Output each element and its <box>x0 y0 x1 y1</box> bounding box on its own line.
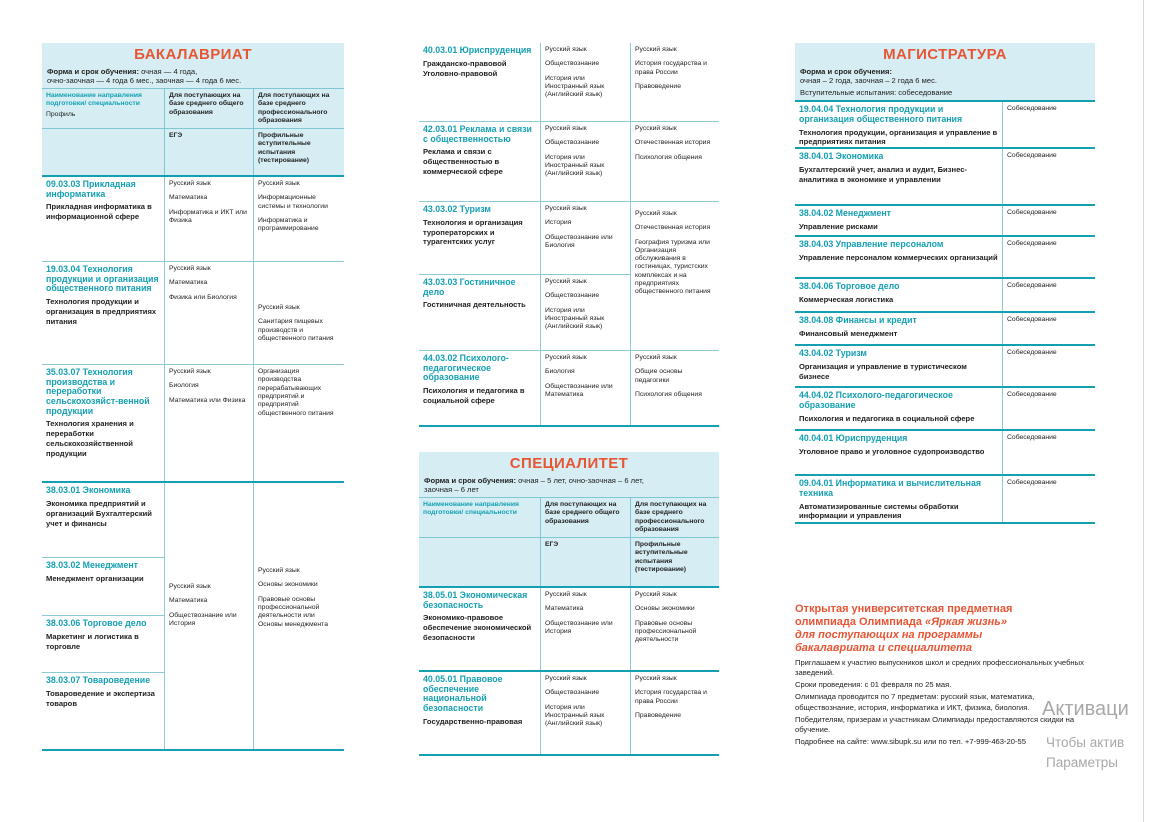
exam-subject: Русский язык <box>258 304 300 312</box>
exam-subject: История государства и права России <box>635 689 707 705</box>
program-profile: Управление рисками <box>799 221 878 231</box>
program-profile: Коммерческая логистика <box>799 294 894 304</box>
program-profile: Технология и организация туроператорских и турагентских услуг <box>423 217 523 247</box>
specialist-form-label: Форма и срок обучения: <box>424 475 516 485</box>
table-row <box>795 431 1095 476</box>
exam-subject: Русский язык <box>545 675 587 683</box>
exam-subject: История или Иностранный язык (Английский язык) <box>545 74 605 99</box>
exam-subject: История государства и права России <box>635 60 707 76</box>
exam-subject: Собеседование <box>1002 388 1095 429</box>
bachelor-col2-header: Для поступающих на базе среднего общего образования <box>164 89 253 128</box>
table-row <box>42 616 164 673</box>
exam-subject: Отечественная история <box>635 139 711 147</box>
exam-subject: Обществознание или История <box>169 611 237 627</box>
bachelor-form-line1: очная — 4 года, <box>141 66 198 76</box>
specialist-form-text2: заочная – 6 лет <box>424 484 479 494</box>
exam-subject: Обществознание или Математика <box>545 382 613 398</box>
specialist-col3-header: Для поступающих на базе среднего профессионального образования <box>630 498 719 537</box>
exam-subject: История или Иностранный язык (Английский язык) <box>545 306 605 331</box>
program-code: 38.03.06 Торговое дело <box>46 618 147 629</box>
exam-subject: Собеседование <box>1002 476 1095 522</box>
exam-subject: Биология <box>169 382 199 390</box>
table-row <box>419 588 719 672</box>
olympiad-invite: Приглашаем к участию выпускников школ и средних профессиональных учебных заведений. <box>795 658 1084 678</box>
program-profile: Автоматизированные системы обработки информации и управления <box>799 501 959 521</box>
program-profile: Финансовый менеджмент <box>799 328 898 338</box>
exam-subject: Собеседование <box>1002 346 1095 386</box>
exam-subject: Собеседование <box>1002 149 1095 204</box>
exam-subject: История или Иностранный язык (Английский язык) <box>545 153 605 178</box>
table-row <box>42 177 344 262</box>
bachelor-col1-profile: Профиль <box>46 110 76 118</box>
exam-subject: Русский язык <box>635 354 677 361</box>
exam-subject: Основы экономики <box>258 581 318 589</box>
program-code: 42.03.01 Реклама и связи с общественностью <box>423 124 532 144</box>
program-code: 19.04.04 Технология продукции и организация общественного питания <box>799 104 963 124</box>
table-row <box>42 262 344 365</box>
exam-subject: Математика или Физика <box>169 396 246 404</box>
bachelor-header <box>42 43 344 88</box>
program-code: 44.04.02 Психолого-педагогическое образование <box>799 390 953 410</box>
table-row <box>795 388 1095 431</box>
exam-subject: Обществознание <box>545 292 600 300</box>
program-profile: Государственно-правовая <box>423 716 523 726</box>
program-code: 35.03.07 Технология производства и переработки сельскохозяйст-венной продукции <box>46 367 150 416</box>
activation-watermark: Активаци <box>1042 698 1129 720</box>
table-row <box>795 149 1095 206</box>
master-table <box>795 102 1095 524</box>
program-profile: Менеджмент организации <box>46 573 144 583</box>
table-row <box>419 43 719 122</box>
specialist-subheaders <box>419 537 719 588</box>
table-row <box>419 122 719 202</box>
program-code: 44.03.02 Психолого-педагогическое образование <box>423 353 509 383</box>
exam-subject: Информатика и программирование <box>258 216 319 233</box>
exam-subject: Обществознание <box>545 139 600 147</box>
exam-subject: Организация производства перерабатывающих предприятий и предприятий общественного питания <box>258 368 334 417</box>
program-profile: Экономика предприятий и организаций Бухгалтерский учет и финансы <box>46 498 152 528</box>
bachelor-sub-col3: Профильные вступительные испытания (тестирование) <box>253 129 344 175</box>
exam-subject: География туризма или Организация обслуживания в гостиницах, туристских комплексах и на предприятиях общественного питания <box>635 238 711 296</box>
exam-subject: Правоведение <box>635 711 682 719</box>
specialist-column-headers <box>419 497 719 537</box>
exam-subject: Обществознание <box>545 60 600 68</box>
exam-subject: Русский язык <box>545 278 587 285</box>
table-row <box>795 476 1095 524</box>
olympiad-title: Открытая университетская предметная олимпиада Олимпиада «Яркая жизнь» для поступающих на программы бакалавриата и специалитета <box>795 603 1013 654</box>
program-profile: Психология и педагогика в социальной сфере <box>799 413 975 423</box>
exam-subject: Русский язык <box>258 180 300 188</box>
bachelor-col3-header: Для поступающих на базе среднего профессионального образования <box>253 89 344 128</box>
exam-subject: Математика <box>169 597 208 605</box>
table-row <box>795 313 1095 346</box>
master-header <box>795 43 1095 102</box>
olympiad-subjects: Олимпиада проводится по 7 предметам: русский язык, математика, обществознание, история, информатика и ИКТ, физика, биология. <box>795 692 1035 712</box>
exam-subject: Психология общения <box>635 153 702 161</box>
exam-subject: Информатика и ИКТ или Физика <box>169 208 247 224</box>
table-row <box>42 673 164 711</box>
program-code: 09.03.03 Прикладная информатика <box>46 179 136 199</box>
tourism-block <box>419 202 719 351</box>
bachelor-sub-col2: ЕГЭ <box>164 129 253 175</box>
program-code: 43.04.02 Туризм <box>799 348 867 359</box>
exam-subject: Правоведение <box>635 82 682 90</box>
exam-subject: Математика <box>169 279 208 287</box>
specialist-sub-col3: Профильные вступительные испытания (тестирование) <box>630 538 719 586</box>
program-code: 38.03.02 Менеджмент <box>46 560 138 571</box>
master-title: МАГИСТРАТУРА <box>883 46 1007 63</box>
exam-subject: Русский язык <box>169 265 211 273</box>
program-code: 38.04.03 Управление персоналом <box>799 239 944 250</box>
program-code: 38.04.02 Менеджмент <box>799 208 891 219</box>
specialist-header <box>419 452 719 497</box>
bachelor-section <box>42 43 344 751</box>
exam-subject: Русский язык <box>635 591 677 599</box>
exam-subject: Собеседование <box>1002 237 1095 277</box>
exam-subject: Математика <box>545 605 584 613</box>
exam-subject: Русский язык <box>545 46 587 53</box>
exam-subject: Собеседование <box>1002 313 1095 344</box>
master-form-label: Форма и срок обучения: <box>800 66 892 76</box>
exam-subject: Русский язык <box>635 125 677 132</box>
table-row <box>419 275 630 350</box>
program-profile: Реклама и связи с общественностью в коммерческой сфере <box>423 147 503 177</box>
exam-subject: Биология <box>545 368 575 376</box>
bachelor-form-label: Форма и срок обучения: <box>47 66 139 76</box>
exam-subject: Русский язык <box>635 675 677 683</box>
program-code: 40.05.01 Правовое обеспечение национальной безопасности <box>423 674 503 714</box>
program-code: 38.04.01 Экономика <box>799 151 884 162</box>
program-profile: Организация и управление в туристическом бизнесе <box>799 361 967 381</box>
program-code: 40.03.01 Юриспруденция <box>423 45 532 55</box>
program-code: 38.04.08 Финансы и кредит <box>799 315 917 326</box>
table-row <box>42 365 344 483</box>
master-section <box>795 43 1095 524</box>
olympiad-contacts: Подробнее на сайте: www.sibupk.su или по тел. +7-999-463-20-55 <box>795 736 1026 746</box>
exam-subject: Основы экономики <box>635 605 695 613</box>
program-profile: Экономико-правовое обеспечение экономической безопасности <box>423 613 532 643</box>
program-profile: Гостиничная деятельность <box>423 300 526 310</box>
table-row <box>795 102 1095 149</box>
exam-subject: Отечественная история <box>635 224 711 232</box>
bachelor-form-line2: очно-заочная — 4 года 6 мес., заочная — 4 года 6 мес. <box>47 75 242 85</box>
bachelor-continued-section <box>419 43 719 427</box>
table-row <box>795 237 1095 279</box>
program-profile: Маркетинг и логистика в торговле <box>46 631 139 651</box>
bachelor-subheaders <box>42 128 344 177</box>
program-profile: Уголовное право и уголовное судопроизводство <box>799 446 985 456</box>
olympiad-discounts: Победителям, призерам и участникам Олимпиады предоставляются скидки на обучение. <box>795 714 1075 734</box>
program-code: 38.05.01 Экономическая безопасность <box>423 590 528 610</box>
program-code: 19.03.04 Технология продукции и организация общественного питания <box>46 264 159 294</box>
exam-subject: Правовые основы профессиональной деятельности или Основы менеджмента <box>258 595 328 628</box>
program-profile: Товароведение и экспертиза товаров <box>46 688 155 708</box>
exam-subject: Собеседование <box>1002 206 1095 235</box>
master-exam-text: Вступительные испытания: собеседование <box>800 88 953 97</box>
exam-subject: Собеседование <box>1002 431 1095 474</box>
bachelor-col1-header: Наименование направления подготовки/ специальности <box>46 92 143 108</box>
program-profile: Технология продукции и организация в предприятиях питания <box>46 297 157 326</box>
exam-subject: Русский язык <box>169 368 211 376</box>
specialist-section <box>419 452 719 756</box>
exam-subject: Психология общения <box>635 390 702 398</box>
exam-subject: Русский язык <box>545 354 587 361</box>
exam-subject: Общие основы педагогики <box>635 368 683 384</box>
table-row <box>42 483 164 558</box>
program-profile: Управление персоналом коммерческих организаций <box>799 252 998 262</box>
exam-subject: Русский язык <box>545 205 587 212</box>
exam-subject: Русский язык <box>169 180 211 188</box>
exam-subject: Собеседование <box>1002 102 1095 147</box>
table-row <box>419 672 719 756</box>
specialist-col1-header: Наименование направления подготовки/ специальности <box>423 501 520 517</box>
exam-subject: Русский язык <box>635 210 677 217</box>
program-profile: Прикладная информатика в информационной сфере <box>46 202 152 222</box>
specialist-col2-header: Для поступающих на базе среднего общего образования <box>540 498 630 537</box>
exam-subject: Русский язык <box>545 125 587 132</box>
specialist-sub-col2: ЕГЭ <box>540 538 630 586</box>
program-code: 43.03.02 Туризм <box>423 204 491 214</box>
table-row <box>419 351 719 427</box>
table-row <box>795 346 1095 388</box>
table-row <box>795 279 1095 313</box>
program-profile: Бухгалтерский учет, анализ и аудит, Бизнес-аналитика в экономике и управлении <box>799 164 967 184</box>
olympiad-dates: Сроки проведения: с 01 февраля по 25 мая. <box>795 680 952 690</box>
exam-subject: Русский язык <box>169 583 211 591</box>
table-row <box>795 206 1095 237</box>
table-row <box>419 202 630 275</box>
exam-subject: Обществознание или Биология <box>545 233 613 249</box>
exam-subject: История <box>545 219 572 227</box>
exam-subject: Обществознание <box>545 689 600 697</box>
master-form-text: очная – 2 года, заочная – 2 года 6 мес. <box>800 75 937 85</box>
bachelor-title: БАКАЛАВРИАТ <box>134 46 252 63</box>
program-profile: Технология продукции, организация и управление в предприятиях питания <box>799 127 998 147</box>
exam-subject: Информационные системы и технологии <box>258 194 328 210</box>
program-code: 38.03.01 Экономика <box>46 485 131 496</box>
exam-subject: История или Иностранный язык (Английский язык) <box>545 703 605 728</box>
program-code: 40.04.01 Юриспруденция <box>799 433 908 444</box>
program-profile: Технология хранения и переработки сельскохозяйственной продукции <box>46 419 134 459</box>
olympiad-section <box>795 603 1095 749</box>
specialist-form-text: очная – 5 лет, очно-заочная – 6 лет, <box>518 475 644 485</box>
exam-subject: Обществознание или История <box>545 619 613 635</box>
exam-subject: Санитария пищевых производств и общественного питания <box>258 318 334 342</box>
exam-subject: Правовые основы профессиональной деятельности <box>635 619 697 644</box>
program-code: 43.03.03 Гостиничное дело <box>423 277 516 297</box>
program-code: 38.04.06 Торговое дело <box>799 281 900 292</box>
program-code: 09.04.01 Информатика и вычислительная техника <box>799 478 981 498</box>
program-profile: Психология и педагогика в социальной сфере <box>423 386 525 405</box>
economics-block <box>42 483 344 751</box>
program-code: 38.03.07 Товароведение <box>46 675 151 686</box>
exam-subject: Математика <box>169 194 208 202</box>
table-row <box>42 558 164 616</box>
bachelor-column-headers <box>42 88 344 128</box>
exam-subject: Русский язык <box>545 591 587 599</box>
activation-watermark-hint: Чтобы актив Параметры <box>1046 735 1125 771</box>
specialist-title: СПЕЦИАЛИТЕТ <box>509 455 629 472</box>
exam-subject: Русский язык <box>258 567 300 575</box>
program-profile: Гражданско-правовой Уголовно-правовой <box>423 58 507 78</box>
exam-subject: Собеседование <box>1002 279 1095 311</box>
exam-subject: Русский язык <box>635 46 677 53</box>
exam-subject: Физика или Биология <box>169 293 237 301</box>
